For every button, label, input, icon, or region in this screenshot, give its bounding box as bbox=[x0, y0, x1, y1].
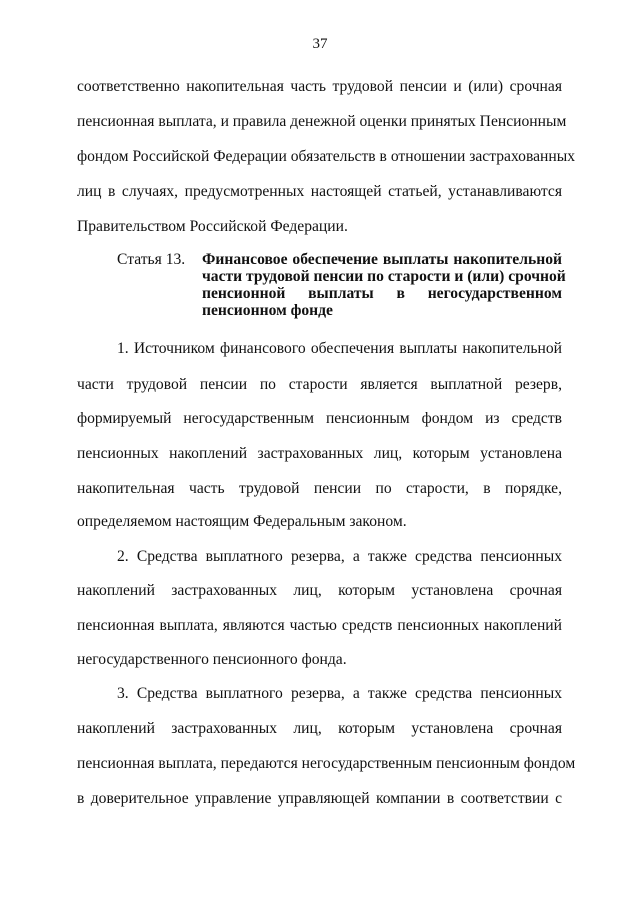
text-line: накопительная часть трудовой пенсии по старости, в порядке, bbox=[77, 480, 562, 497]
article-title-line: пенсионной выплаты в негосударственном bbox=[202, 285, 562, 302]
text-line: 3. Средства выплатного резерва, а также средства пенсионных bbox=[117, 685, 562, 702]
text-line: накоплений застрахованных лиц, которым установлена срочная bbox=[77, 720, 562, 737]
text-line: 1. Источником финансового обеспечения выплаты накопительной bbox=[117, 340, 562, 357]
article-title-line: части трудовой пенсии по старости и (или) срочной bbox=[202, 268, 566, 285]
article-title-line: Финансовое обеспечение выплаты накопительной bbox=[202, 251, 562, 268]
text-line: в доверительное управление управляющей компании в соответствии с bbox=[77, 790, 562, 807]
text-line: пенсионных накоплений застрахованных лиц, которым установлена bbox=[77, 445, 562, 462]
article-title-line: пенсионном фонде bbox=[202, 302, 333, 319]
text-line: накоплений застрахованных лиц, которым установлена срочная bbox=[77, 582, 562, 599]
text-line: определяемом настоящим Федеральным законом. bbox=[77, 513, 407, 530]
text-line: формируемый негосударственным пенсионным фондом из средств bbox=[77, 410, 562, 427]
text-line: пенсионная выплата, и правила денежной оценки принятых Пенсионным bbox=[77, 113, 567, 130]
text-line: части трудовой пенсии по старости является выплатной резерв, bbox=[77, 376, 562, 393]
page-number: 37 bbox=[312, 36, 328, 52]
text-line: лиц в случаях, предусмотренных настоящей статьей, устанавливаются bbox=[77, 183, 562, 200]
text-line: негосударственного пенсионного фонда. bbox=[77, 651, 347, 668]
text-line: пенсионная выплата, передаются негосударственным пенсионным фондом bbox=[77, 755, 576, 772]
text-line: фондом Российской Федерации обязательств в отношении застрахованных bbox=[77, 148, 575, 165]
article-label: Статья 13. bbox=[117, 251, 186, 268]
text-line: Правительством Российской Федерации. bbox=[77, 218, 348, 235]
text-line: 2. Средства выплатного резерва, а также средства пенсионных bbox=[117, 548, 562, 565]
text-line: пенсионная выплата, являются частью средств пенсионных накоплений bbox=[77, 617, 562, 634]
text-line: соответственно накопительная часть трудовой пенсии и (или) срочная bbox=[77, 78, 562, 95]
